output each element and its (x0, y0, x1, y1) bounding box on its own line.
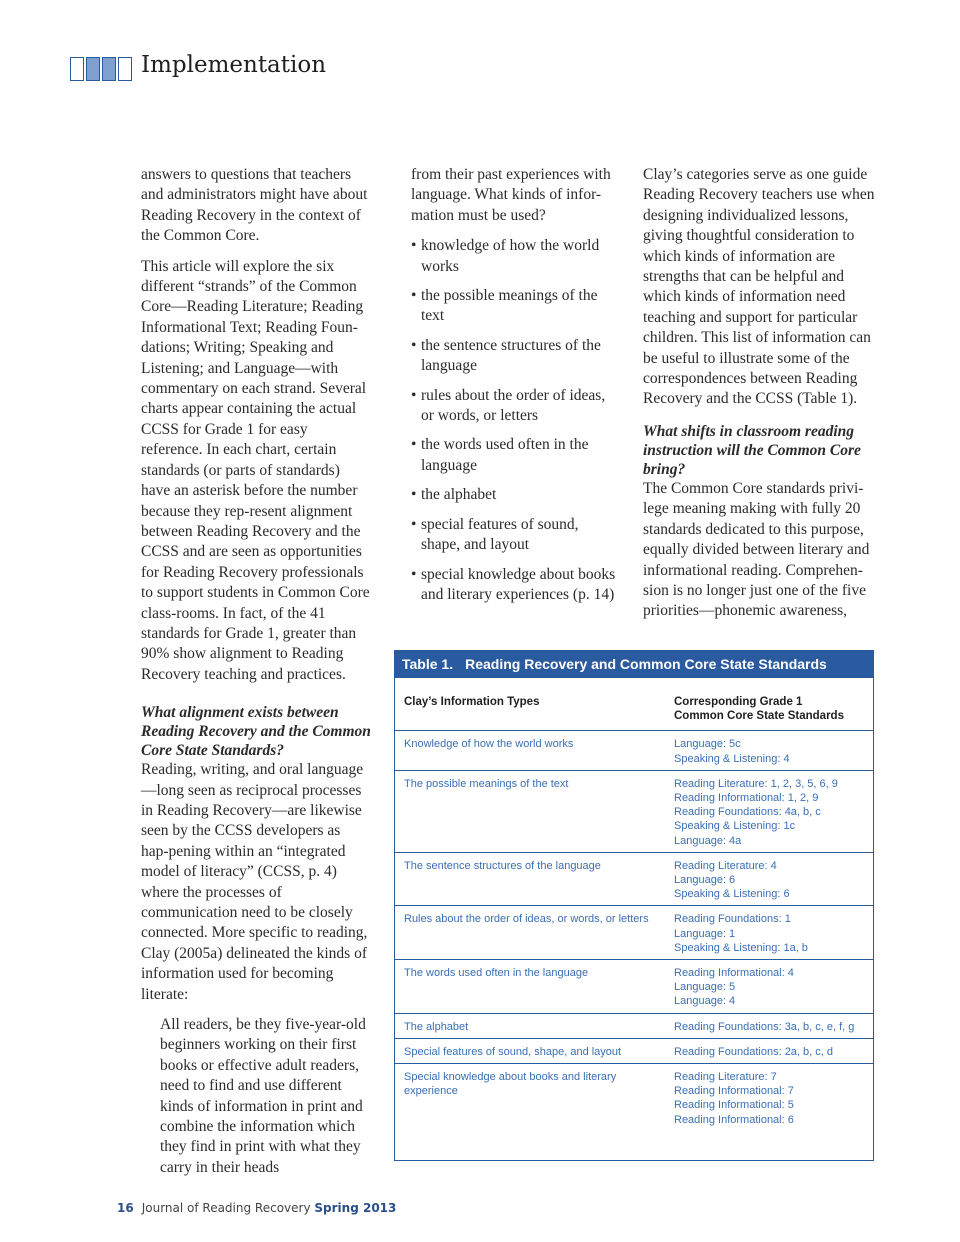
paragraph: Clay’s categories serve as one guide Reading Recovery teachers use when designing individualized lessons, giving thoughtful consideration to which kinds of information are strengths that can be helpful and which kinds of information need teaching and support for particular children. This list of information can be useful to illustrate some of the correspondences between Reading Recovery and the CCSS (Table 1). (643, 166, 875, 408)
issue-label: Spring 2013 (314, 1201, 397, 1215)
table-header-row (395, 678, 873, 731)
standard-entry: Reading Literature: 1, 2, 3, 5, 6, 9 (674, 777, 838, 790)
standard-entry: Reading Informational: 7 (674, 1085, 794, 1098)
standard-entry: Language: 4 (674, 995, 736, 1008)
standard-entry: Language: 4a (674, 834, 742, 847)
table-body (395, 678, 873, 1131)
standards-cell (671, 1038, 873, 1063)
table-row (395, 770, 873, 852)
info-type-cell: The words used often in the language (395, 960, 671, 1014)
standard-entry: Speaking & Listening: 6 (674, 888, 790, 901)
list-item: • rules about the order of ideas, or words, or letters (411, 386, 616, 427)
standard-entry: Reading Foundations: 1 (674, 913, 791, 926)
paragraph: The Common Core standards privi-lege meaning making with fully 20 standards dedicated to this purpose, equally divided between literary and informational reading. Comprehen-sion is no longer just one of the five priorities—phonemic awareness, (643, 479, 870, 620)
column-3 (643, 165, 875, 632)
table-row (395, 1064, 873, 1131)
standards-cell (671, 960, 873, 1014)
info-type-cell: The possible meanings of the text (395, 770, 671, 852)
column-2 (411, 165, 616, 614)
journal-name: Journal of Reading Recovery (141, 1201, 311, 1215)
column-1 (141, 165, 371, 1178)
table-row (395, 852, 873, 906)
table-row (395, 960, 873, 1014)
paragraph: Reading, writing, and oral language —long seen as reciprocal processes in Reading Recovery—are likewise seen by the CCSS developers as hap-pening within an “integrated model of literacy” (CCSS, p. 4) where the processes of communication need to be closely connected. More specific to reading, Clay (2005a) delineated the kinds of information used for becoming literate: (141, 761, 368, 1003)
table-title: Reading Recovery and Common Core State Standards (465, 656, 827, 672)
info-type-cell: Special knowledge about books and literary experience (395, 1064, 671, 1131)
standard-entry: Reading Foundations: 4a, b, c (674, 806, 821, 819)
table-row (395, 1038, 873, 1063)
paragraph: answers to questions that teachers and administrators might have about Reading Recovery in the context of the Common Core. (141, 166, 368, 245)
standard-entry: Reading Foundations: 2a, b, c, d (674, 1045, 833, 1058)
column-header-info-types: Clay’s Information Types (404, 696, 540, 708)
standard-entry: Language: 1 (674, 927, 736, 940)
list-item: • knowledge of how the world works (411, 236, 616, 277)
standard-entry: Speaking & Listening: 1c (674, 820, 796, 833)
standard-entry: Reading Literature: 7 (674, 1071, 777, 1084)
list-item: • special knowledge about books and literary experiences (p. 14) (411, 565, 616, 606)
standard-entry: Reading Informational: 6 (674, 1113, 794, 1126)
standard-entry: Reading Literature: 4 (674, 859, 777, 872)
table-row (395, 1013, 873, 1038)
info-type-cell: Special features of sound, shape, and layout (395, 1038, 671, 1063)
paragraph: This article will explore the six different “strands” of the Common Core—Reading Literature; Reading Informational Text; Reading Foun-dations; Writing; Speaking and Listening; and Language—with commentary on each strand. Several charts appear containing the actual CCSS for Grade 1 for easy reference. In each chart, certain standards (or parts of standards) have an asterisk before the number because they rep-resent alignment between Reading Recovery and the CCSS and are seen as opportunities for Reading Recovery professionals to support students in Common Core class-rooms. In fact, of the 41 standards for Grade 1, greater than 90% show alignment to Reading Recovery teaching and practices. (141, 257, 370, 683)
standards-cell (671, 1064, 873, 1131)
standard-entry: Reading Informational: 5 (674, 1099, 794, 1112)
info-type-cell: Knowledge of how the world works (395, 731, 671, 770)
table-caption (395, 651, 873, 678)
standard-entry: Language: 5 (674, 981, 736, 994)
table-row (395, 906, 873, 960)
section-subhead: What alignment exists between Reading Recovery and the Common Core State Standards? (141, 704, 371, 760)
list-item: • the possible meanings of the text (411, 286, 616, 327)
standards-cell (671, 906, 873, 960)
section-subhead: What shifts in classroom reading instruction will the Common Core bring? (643, 422, 861, 478)
standard-entry: Language: 6 (674, 874, 736, 887)
page-number: 16 (117, 1201, 134, 1215)
standard-entry: Speaking & Listening: 1a, b (674, 941, 808, 954)
standard-entry: Language: 5c (674, 738, 741, 751)
standard-entry: Reading Informational: 4 (674, 967, 794, 980)
info-type-cell: Rules about the order of ideas, or words, or letters (395, 906, 671, 960)
section-logo-icon (70, 57, 134, 83)
standard-entry: Speaking & Listening: 4 (674, 752, 790, 765)
list-item: • the sentence structures of the language (411, 336, 616, 377)
table-number: Table 1. (402, 656, 454, 672)
list-item: • the alphabet (411, 485, 616, 505)
standards-cell (671, 731, 873, 770)
info-type-cell: The alphabet (395, 1013, 671, 1038)
section-title: Implementation (141, 52, 327, 78)
column-header-standards: Corresponding Grade 1 Common Core State Standards (674, 696, 844, 723)
info-types-list (411, 236, 616, 605)
block-quote: All readers, be they five-year-old beginners working on their first books or effective adult readers, need to find and use different kinds of information in print and combine the information which they find in print with what they carry in their heads (160, 1016, 366, 1176)
table-row (395, 731, 873, 770)
list-item: • the words used often in the language (411, 435, 616, 476)
standard-entry: Reading Foundations: 3a, b, c, e, f, g (674, 1020, 855, 1033)
paragraph: from their past experiences with language. What kinds of infor-mation must be used? (411, 166, 611, 224)
standards-cell (671, 1013, 873, 1038)
info-type-cell: The sentence structures of the language (395, 852, 671, 906)
standards-table (394, 650, 874, 1161)
list-item: • special features of sound, shape, and layout (411, 515, 616, 556)
standard-entry: Reading Informational: 1, 2, 9 (674, 792, 819, 805)
standards-cell (671, 770, 873, 852)
page-footer (117, 1201, 396, 1215)
standards-cell (671, 852, 873, 906)
